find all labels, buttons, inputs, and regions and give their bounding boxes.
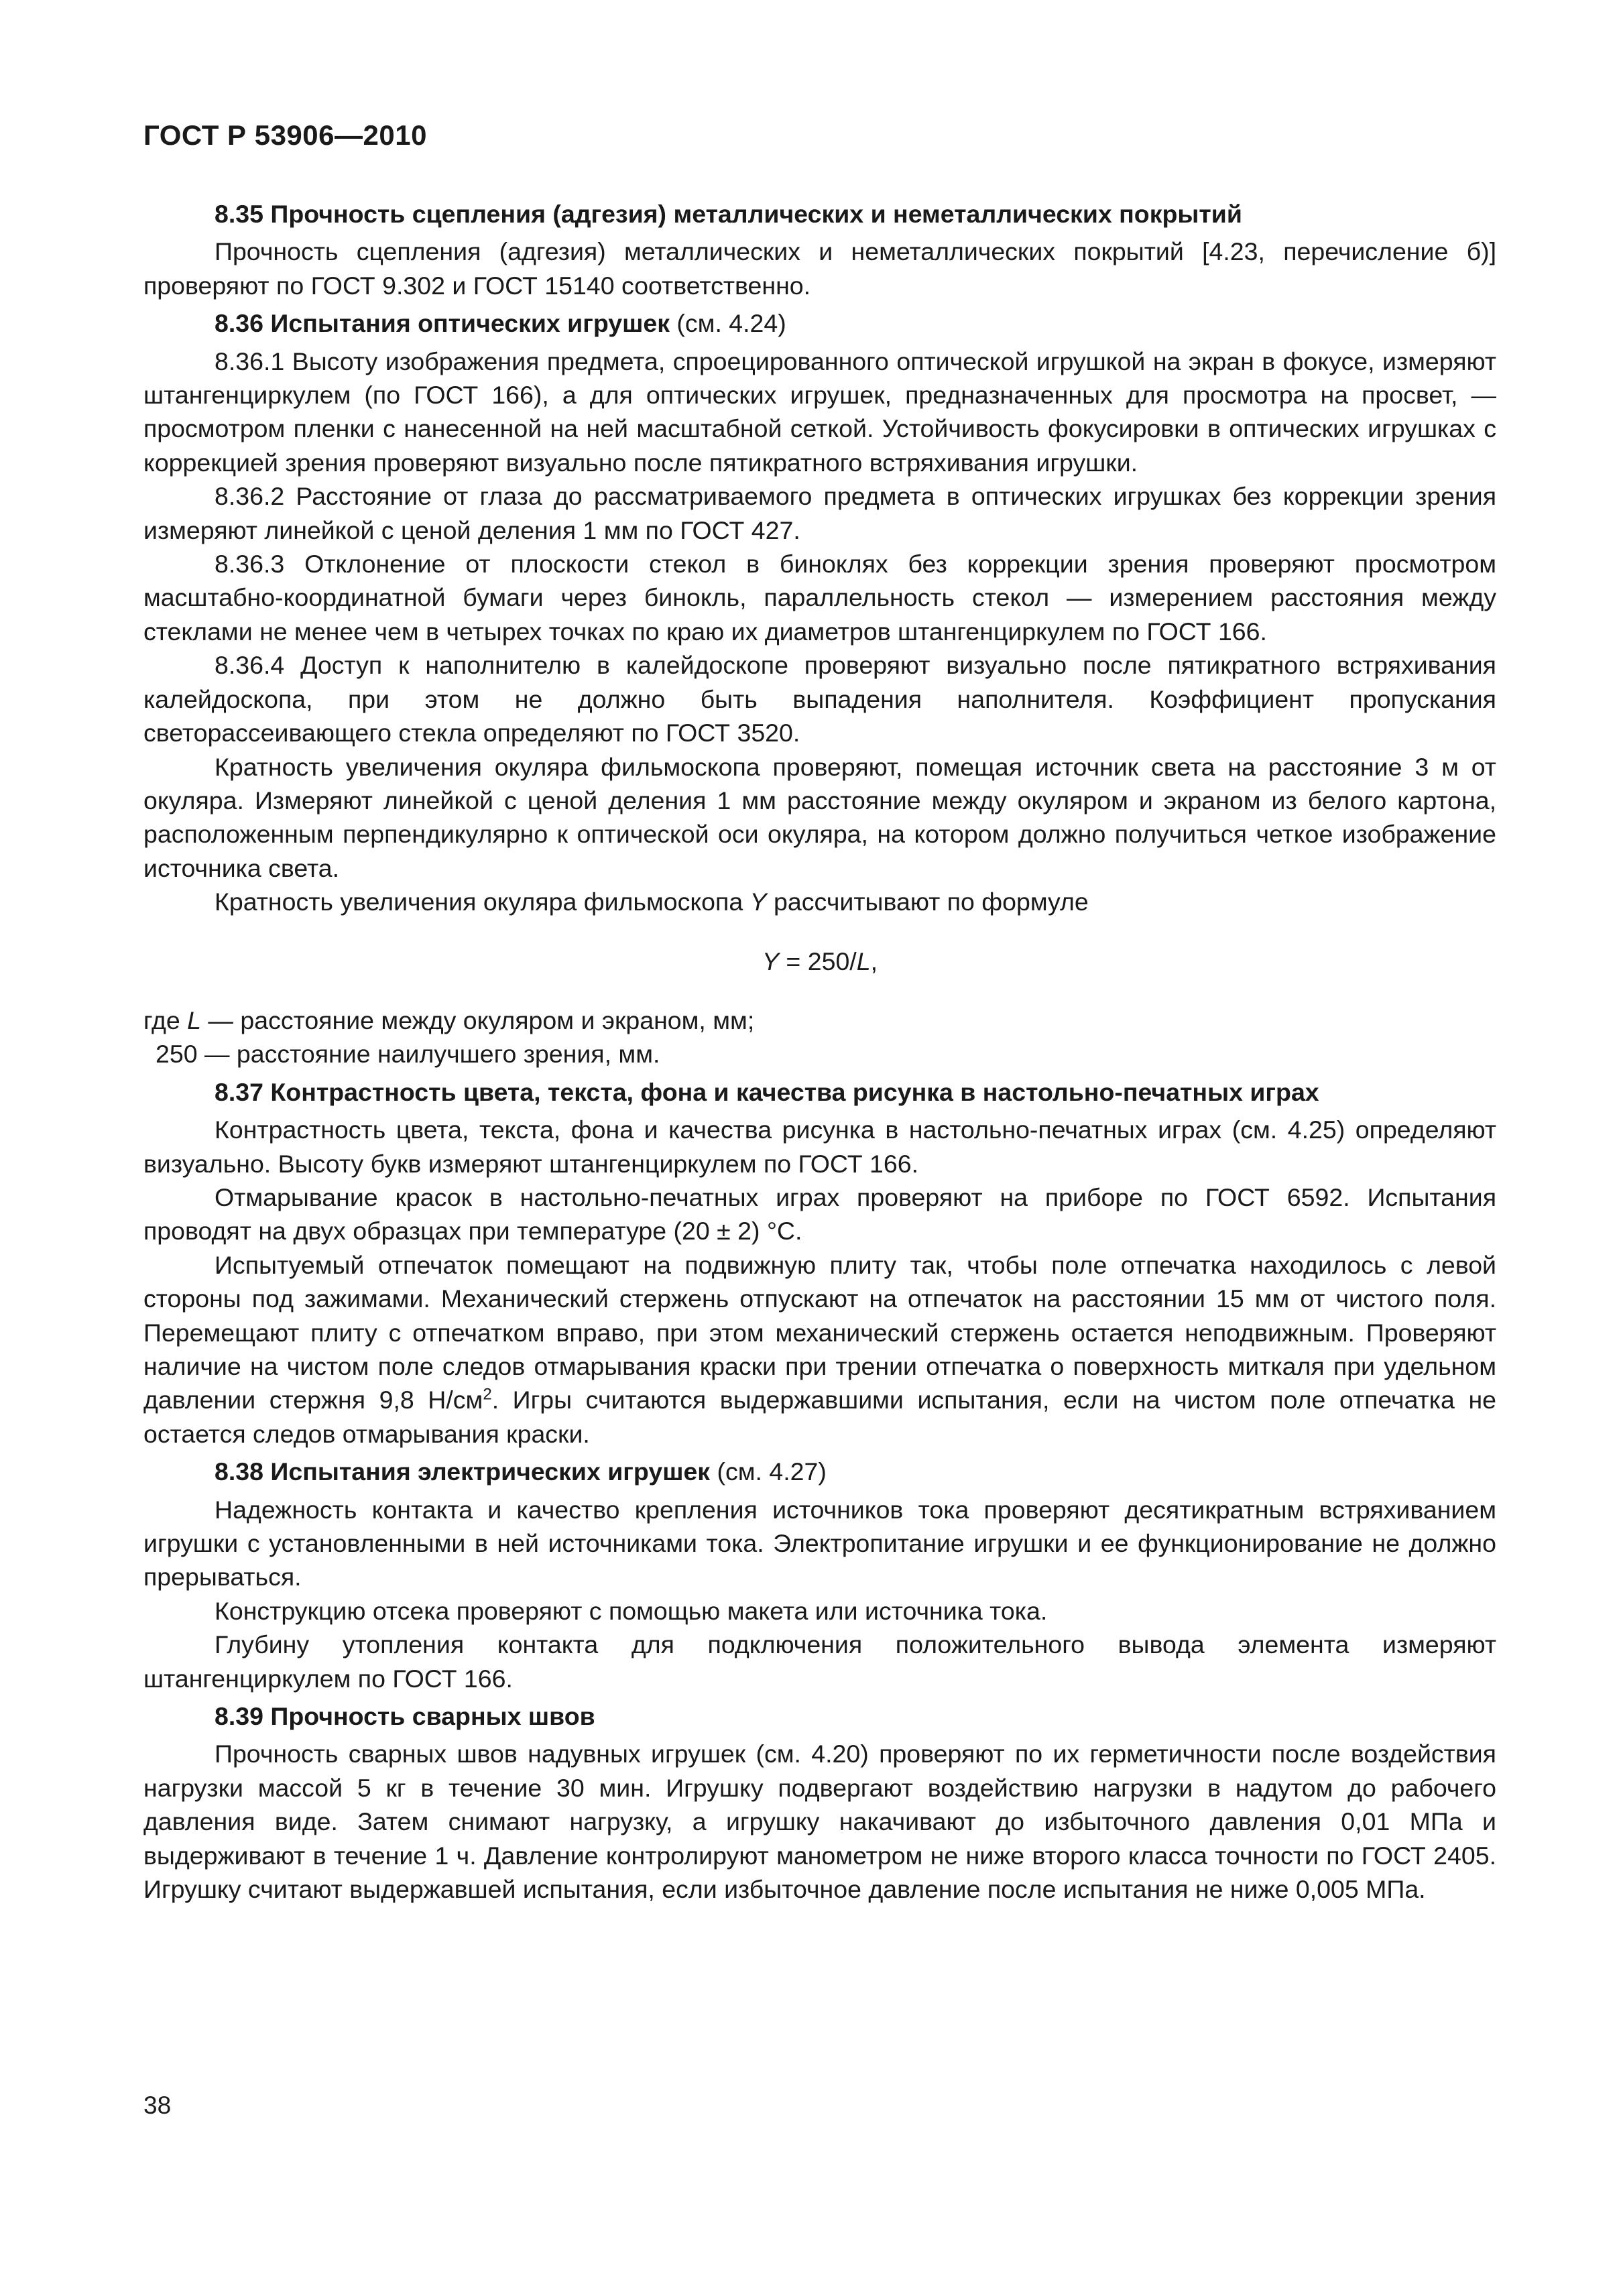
paragraph: Надежность контакта и качество крепления источников тока проверяют десятикратным встряхиванием игрушки с установленными в ней источниками тока. Электропитание игрушки и ее функционирование не должно прерываться. — [143, 1495, 1496, 1591]
paragraph: Глубину утопления контакта для подключения положительного вывода элемента измеряют штангенциркулем по ГОСТ 166. — [143, 1630, 1496, 1693]
formula-legend — [143, 1004, 1496, 1071]
text-run: . Игры считаются выдержавшими испытания, если на чистом поле отпечатка не остается следов отмарывания краски. — [143, 1386, 1497, 1448]
section-8-36-title — [143, 306, 1496, 340]
text-run: Испытуемый отпечаток помещают на подвижную плиту так, чтобы поле отпечатка находилось с левой стороны под зажимами. Механический стержень отпускают на отпечаток на расстоянии 15 мм от чистого поля. Перемещают плиту с отпечатком вправо, при этом механический стержень остается неподвижным. Проверяют наличие на чистом поле следов отмарывания краски при трении отпечатка о поверхность миткаля при удельном давлении стержня 9,8 Н/см — [143, 1250, 1496, 1414]
text-run: Кратность увеличения окуляра фильмоскопа — [215, 888, 750, 916]
paragraph: 8.36.2 Расстояние от глаза до рассматриваемого предмета в оптических игрушках без коррекции зрения измеряют линейкой с ценой деления 1 мм по ГОСТ 427. — [143, 482, 1496, 544]
page-number: 38 — [143, 2092, 172, 2119]
section-8-37-title: 8.37 Контрастность цвета, текста, фона и качества рисунка в настольно-печатных играх — [215, 1077, 1319, 1106]
section-8-38-title-text: 8.38 Испытания электрических игрушек — [215, 1457, 711, 1486]
section-8-38-title — [143, 1455, 1496, 1488]
formula-text: = 250/ — [779, 947, 857, 975]
paragraph: Контрастность цвета, текста, фона и качества рисунка в настольно-печатных играх (см. 4.25) определяют визуально. Высоту букв измеряют штангенциркулем по ГОСТ 166. — [143, 1115, 1496, 1178]
paragraph: Кратность увеличения окуляра фильмоскопа проверяют, помещая источник света на расстояние 3 м от окуляра. Измеряют линейкой с ценой деления 1 мм расстояние между окуляром и экраном из белого картона, расположенным перпендикулярно к оптической оси окуляра, на котором должно получиться четкое изображение источника света. — [143, 752, 1496, 882]
section-8-38-title-ref: (см. 4.27) — [710, 1457, 827, 1486]
formula-text: , — [870, 947, 878, 975]
formula-variable-y: Y — [762, 947, 779, 975]
formula — [143, 945, 1496, 978]
paragraph: Прочность сцепления (адгезия) металлических и неметаллических покрытий [4.23, перечисление б)] проверяют по ГОСТ 9.302 и ГОСТ 15140 соответственно. — [143, 237, 1496, 300]
paragraph: 8.36.3 Отклонение от плоскости стекол в биноклях без коррекции зрения проверяют просмотром масштабно-координатной бумаги через бинокль, параллельность стекол — измерением расстояния между стеклами не менее чем в четырех точках по краю их диаметров штангенциркулем по ГОСТ 166. — [143, 550, 1496, 646]
paragraph — [143, 885, 1496, 918]
section-8-36-title-ref: (см. 4.24) — [670, 309, 786, 338]
paragraph: Прочность сварных швов надувных игрушек (см. 4.20) проверяют по их герметичности после воздействия нагрузки массой 5 кг в течение 30 мин. Игрушку подвергают воздействию нагрузки в надутом до рабочего давления виде. Затем снимают нагрузку, а игрушку накачивают до избыточного давления 0,01 МПа и выдерживают в течение 1 ч. Давление контролируют манометром не ниже второго класса точности по ГОСТ 2405. Игрушку считают выдержавшей испытания, если избыточное давление после испытания не ниже 0,005 МПа. — [143, 1740, 1496, 1904]
section-8-35-title: 8.35 Прочность сцепления (адгезия) металлических и неметаллических покрытий — [215, 200, 1242, 228]
section-8-36-title-text: 8.36 Испытания оптических игрушек — [215, 309, 670, 338]
document-header: ГОСТ Р 53906—2010 — [143, 119, 427, 151]
text-run: где — [143, 1006, 188, 1034]
paragraph: 8.36.4 Доступ к наполнителю в калейдоскопе проверяют визуально после пятикратного встряхивания калейдоскопа, при этом не должно быть выпадения наполнителя. Коэффициент пропускания светорассеивающего стекла определяют по ГОСТ 3520. — [143, 651, 1496, 747]
superscript: 2 — [483, 1385, 492, 1404]
paragraph: Конструкцию отсека проверяют с помощью макета или источника тока. — [215, 1596, 1048, 1625]
variable: L — [187, 1006, 202, 1034]
section-8-39-title: 8.39 Прочность сварных швов — [215, 1702, 595, 1731]
legend-line: 250 — расстояние наилучшего зрения, мм. — [156, 1040, 660, 1069]
variable: Y — [749, 888, 767, 916]
document-body — [143, 193, 1496, 1907]
text-run: рассчитывают по формуле — [766, 888, 1089, 916]
legend-line — [143, 1004, 1496, 1037]
paragraph — [143, 1248, 1496, 1451]
formula-variable-l: L — [856, 947, 871, 975]
paragraph: 8.36.1 Высоту изображения предмета, спроецированного оптической игрушкой на экран в фокусе, измеряют штангенциркулем (по ГОСТ 166), а для оптических игрушек, предназначенных для просмотра на просвет, — просмотром пленки с нанесенной на ней масштабной сеткой. Устойчивость фокусировки в оптических игрушках с коррекцией зрения проверяют визуально после пятикратного встряхивания игрушки. — [143, 347, 1496, 477]
text-run: — расстояние между окуляром и экраном, мм; — [201, 1006, 755, 1034]
paragraph: Отмарывание красок в настольно-печатных играх проверяют на приборе по ГОСТ 6592. Испытания проводят на двух образцах при температуре (20 ± 2) °С. — [143, 1183, 1496, 1246]
